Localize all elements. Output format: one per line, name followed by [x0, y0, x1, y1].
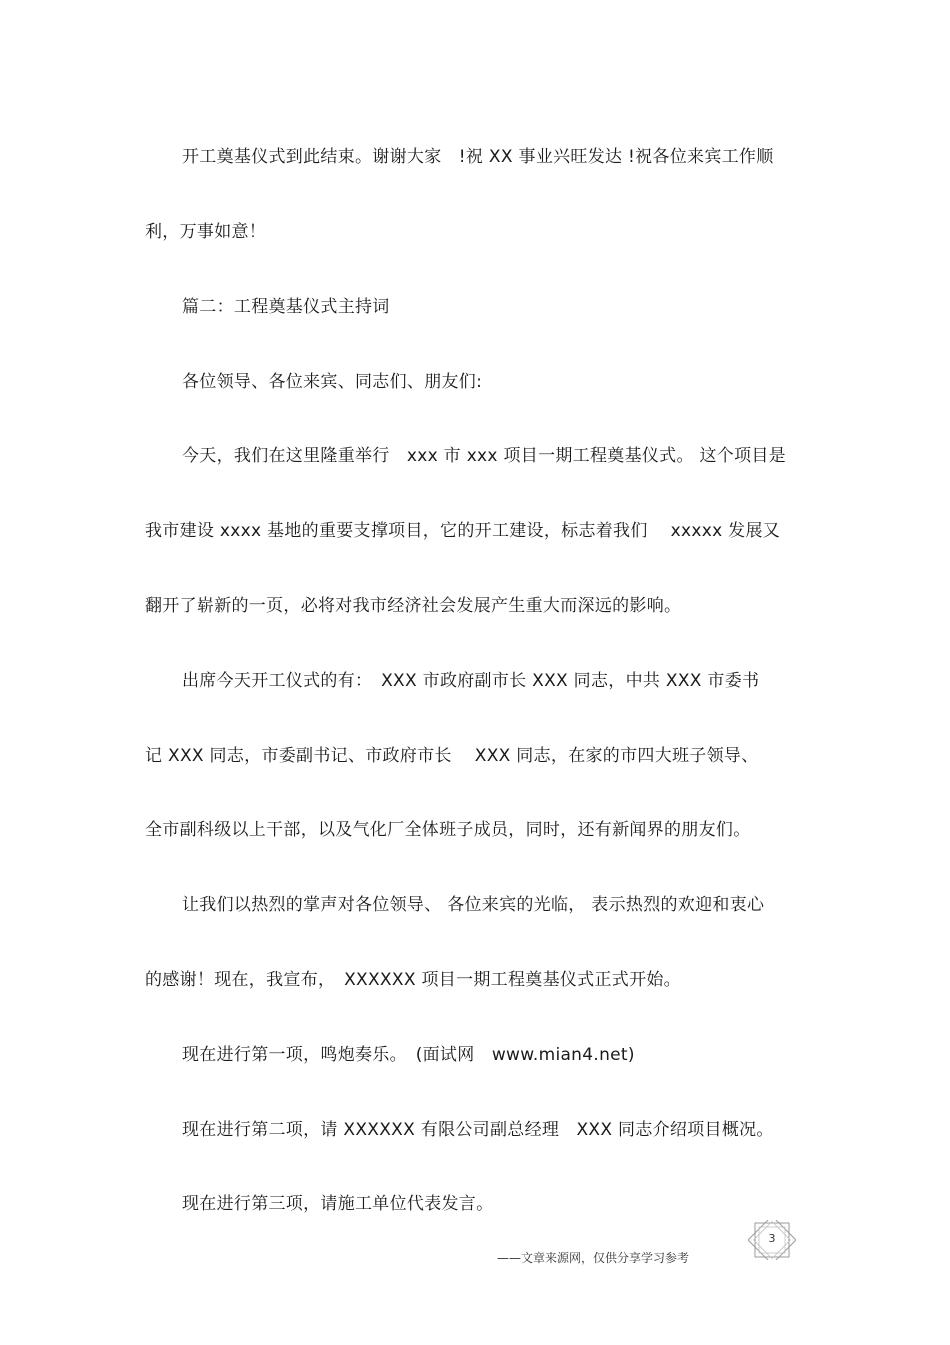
paragraph-line-5: 今天，我们在这里隆重举行 xxx 市 xxx 项目一期工程奠基仪式。 这个项目是	[182, 446, 786, 466]
paragraph-line-11: 让我们以热烈的掌声对各位领导、 各位来宾的光临， 表示热烈的欢迎和衷心	[182, 895, 765, 915]
paragraph-line-9: 记 XXX 同志，市委副书记、市政府市长 XXX 同志，在家的市四大班子领导、	[145, 746, 759, 766]
paragraph-line-2: 利，万事如意！	[145, 222, 267, 242]
paragraph-line-14: 现在进行第二项，请 XXXXXX 有限公司副总经理 XXX 同志介绍项目概况。	[182, 1120, 774, 1140]
page-number: 3	[768, 1232, 776, 1245]
source-note: ——文章来源网，仅供分享学习参考	[497, 1251, 690, 1265]
paragraph-line-10: 全市副科级以上干部，以及气化厂全体班子成员，同时，还有新闻界的朋友们。	[145, 820, 751, 840]
paragraph-line-8: 出席今天开工仪式的有： XXX 市政府副市长 XXX 同志，中共 XXX 市委书	[182, 671, 760, 691]
paragraph-line-7: 翻开了崭新的一页，必将对我市经济社会发展产生重大而深远的影响。	[145, 596, 682, 616]
paragraph-line-15: 现在进行第三项，请施工单位代表发言。	[182, 1194, 494, 1214]
paragraph-line-1: 开工奠基仪式到此结束。谢谢大家 !祝 XX 事业兴旺发达 !祝各位来宾工作顺	[182, 147, 774, 167]
paragraph-line-13: 现在进行第一项，鸣炮奏乐。 (面试网 www.mian4.net)	[182, 1045, 635, 1065]
paragraph-line-12: 的感谢！现在，我宣布， XXXXXX 项目一期工程奠基仪式正式开始。	[145, 970, 681, 990]
section-heading: 篇二：工程奠基仪式主持词	[182, 297, 390, 317]
page-number-badge	[748, 1220, 796, 1260]
salutation-line: 各位领导、各位来宾、同志们、朋友们:	[182, 372, 483, 392]
paragraph-line-6: 我市建设 xxxx 基地的重要支撑项目，它的开工建设，标志着我们 xxxxx 发展又	[145, 521, 781, 541]
